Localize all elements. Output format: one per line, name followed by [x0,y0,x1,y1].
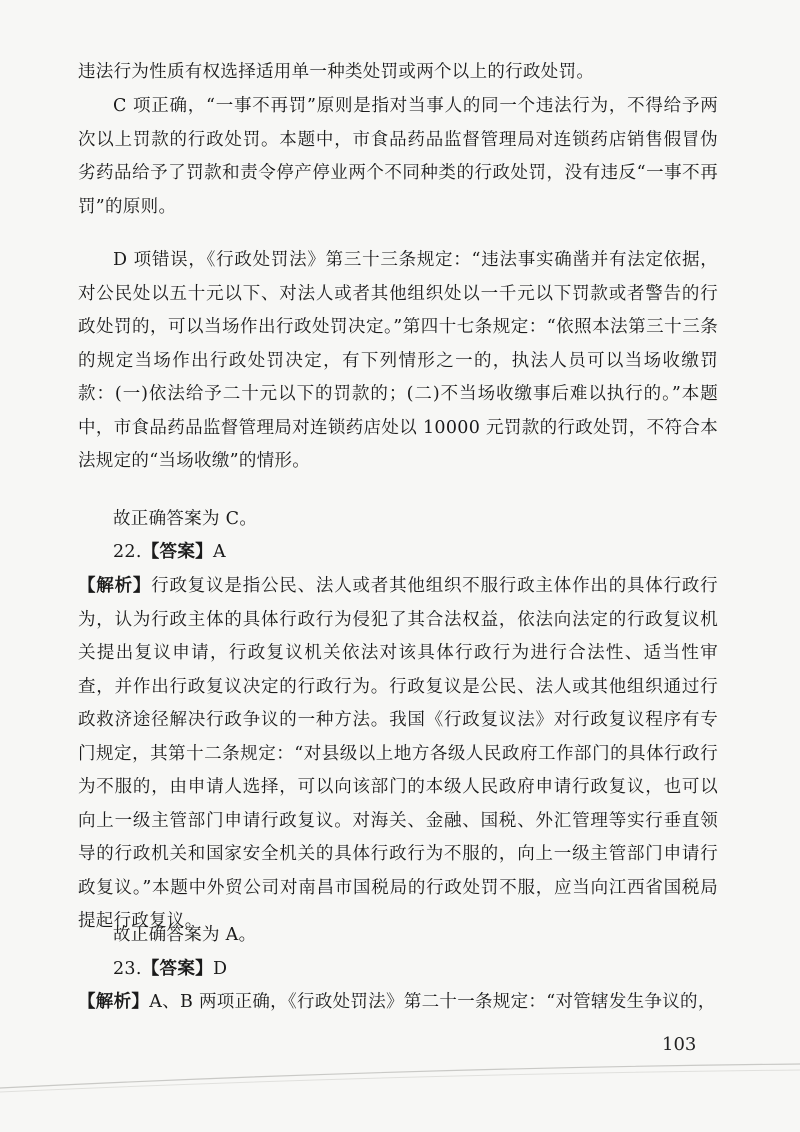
question-number: 23. [113,959,142,979]
paragraph-option-d: D 项错误，《行政处罚法》第三十三条规定：“违法事实确凿并有法定依据，对公民处以五十元以下、对法人或者其他组织处以一千元以下罚款或者警告的行政处罚的，可以当场作出行政处罚决定。”第四十七条规定：“依照本法第三十三条的规定当场作出行政处罚决定，有下列情形之一的，执法人员可以当场收缴罚款：(一)依法给予二十元以下的罚款的；(二)不当场收缴事后难以执行的。”本题中，市食品药品监督管理局对连锁药店处以 10000 元罚款的行政处罚，不符合本法规定的“当场收缴”的情形。 [78,250,718,471]
answer-conclusion-22: 故正确答案为 A。 [113,925,257,945]
analysis-label: 【解析】 [78,576,152,596]
page-curl-shadow [0,1060,800,1120]
answer-value: D [212,959,228,979]
answer-conclusion-21: 故正确答案为 C。 [113,509,258,529]
answer-line-23 [78,953,718,987]
answer-value: A [212,542,226,562]
analysis-paragraph-22 [78,570,718,939]
question-number: 22. [113,542,142,562]
analysis-text: 行政复议是指公民、法人或者其他组织不服行政主体作出的具体行政行为，认为行政主体的具体行政行为侵犯了其合法权益，依法向法定的行政复议机关提出复议申请，行政复议机关依法对该具体行政行为进行合法性、适当性审查，并作出行政复议决定的行政行为。行政复议是公民、法人或其他组织通过行政救济途径解决行政争议的一种方法。我国《行政复议法》对行政复议程序有专门规定，其第十二条规定：“对县级以上地方各级人民政府工作部门的具体行政行为不服的，由申请人选择，可以向该部门的本级人民政府申请行政复议，也可以向上一级主管部门申请行政复议。对海关、金融、国税、外汇管理等实行垂直领导的行政机关和国家安全机关的具体行政行为不服的，向上一级主管部门申请行政复议。”本题中外贸公司对南昌市国税局的行政处罚不服，应当向江西省国税局提起行政复议。 [78,576,718,931]
analysis-text: A、B 两项正确，《行政处罚法》第二十一条规定：“对管辖发生争议的， [149,992,716,1012]
analysis-label: 【解析】 [78,992,150,1012]
answer-label: 【答案】 [141,542,213,562]
paragraph-continuation: 违法行为性质有权选择适用单一种类处罚或两个以上的行政处罚。 [78,62,595,82]
paragraph-option-c: C 项正确，“一事不再罚”原则是指对当事人的同一个违法行为，不得给予两次以上罚款的行政处罚。本题中，市食品药品监督管理局对连锁药店销售假冒伪劣药品给予了罚款和责令停产停业两个不同种类的行政处罚，没有违反“一事不再罚”的原则。 [78,96,718,217]
analysis-paragraph-23 [78,986,718,1020]
answer-line-22 [78,536,718,570]
page-number: 103 [662,1034,697,1055]
answer-label: 【答案】 [141,959,213,979]
